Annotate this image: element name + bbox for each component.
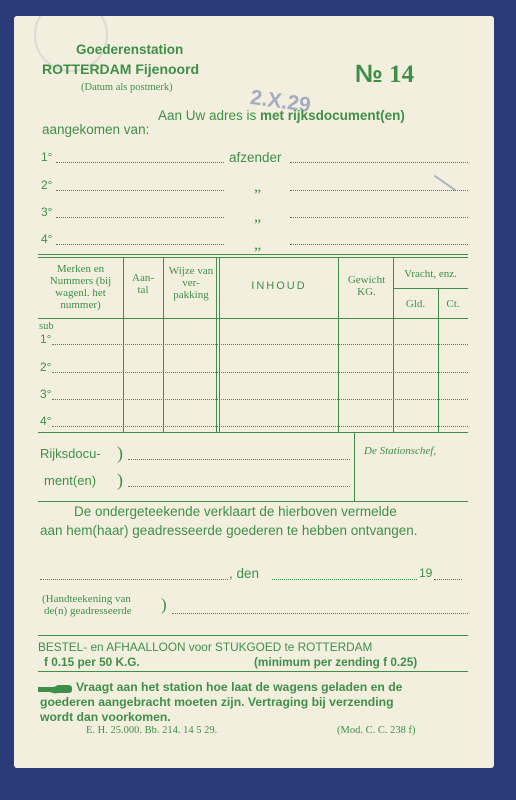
table-row-3-label: 3° bbox=[40, 387, 52, 401]
table-row-2-label: 2° bbox=[40, 360, 52, 374]
table-row-4-label: 4° bbox=[40, 414, 52, 428]
sender-row-4-line bbox=[56, 244, 224, 245]
notice-line-3: wordt dan voorkomen. bbox=[40, 710, 171, 724]
sender-row-3-label: 3° bbox=[41, 205, 53, 219]
sender-row-4-label: 4° bbox=[41, 232, 53, 246]
table-top-border bbox=[38, 254, 468, 255]
col-sep-2 bbox=[163, 258, 164, 432]
col-sep-4 bbox=[338, 258, 339, 432]
vracht-sub-border bbox=[393, 288, 468, 289]
col-header-aantal: Aan-tal bbox=[132, 272, 154, 296]
col-header-wijze: Wijze van ver-pakking bbox=[168, 265, 214, 301]
print-code: E. H. 25.000. Bb. 214. 14 5 29. bbox=[86, 725, 218, 736]
station-label: Goederenstation bbox=[76, 42, 184, 57]
col-header-merken: Merken en Nummers (bij wagenl. het nummer) bbox=[49, 263, 112, 311]
stationschef-border bbox=[354, 433, 355, 501]
postmark-stamp: 2.X.29 bbox=[248, 85, 313, 118]
rijks-label-1: Rijksdocu- bbox=[40, 446, 101, 461]
rijks-brace-bottom: ) bbox=[117, 470, 123, 490]
number-value: 14 bbox=[389, 61, 415, 88]
postcard bbox=[14, 16, 494, 768]
fees-rate: f 0.15 per 50 K.G. bbox=[44, 655, 140, 669]
model-code: (Mod. C. C. 238 f) bbox=[337, 725, 416, 736]
col-sep-3 bbox=[216, 258, 217, 432]
col-header-inhoud: INHOUD bbox=[251, 280, 307, 292]
table-bottom-border bbox=[38, 432, 468, 433]
col-sep-5 bbox=[393, 258, 394, 432]
year-line bbox=[434, 579, 462, 580]
signature-brace: ) bbox=[161, 595, 167, 614]
table-header-bottom bbox=[38, 318, 468, 319]
station-name: ROTTERDAM Fijenoord bbox=[42, 61, 200, 77]
sender-row-1-line bbox=[56, 162, 224, 163]
sender-row-2-label: 2° bbox=[41, 178, 53, 192]
afzender-label: afzender bbox=[229, 150, 282, 165]
card-number bbox=[355, 60, 414, 89]
col-sep-1 bbox=[123, 258, 124, 432]
sender-row-4-right-line bbox=[290, 244, 468, 245]
declaration-line-1: De ondergeteekende verklaart de hierboven vermelde bbox=[74, 504, 397, 519]
col-header-gewicht: Gewicht KG. bbox=[347, 274, 386, 298]
intro-line-1 bbox=[158, 108, 405, 123]
sender-row-2-right-line bbox=[290, 190, 468, 191]
ditto-mark-2: „ bbox=[254, 178, 262, 195]
sender-row-3-line bbox=[56, 217, 224, 218]
declaration-line-2: aan hem(haar) geadresseerde goederen te hebben ontvangen. bbox=[40, 523, 418, 538]
intro-line-2: aangekomen van: bbox=[42, 122, 150, 137]
signature-line bbox=[172, 613, 468, 614]
rijks-label-2: ment(en) bbox=[44, 473, 97, 488]
notice-line-1: Vraagt aan het station hoe laat de wagens geladen en de bbox=[76, 680, 403, 694]
col-header-ct: Ct. bbox=[446, 298, 460, 310]
table-sub-label: sub bbox=[39, 321, 54, 332]
fees-top-border bbox=[38, 635, 468, 636]
date-note: (Datum als postmerk) bbox=[81, 82, 173, 93]
fees-bottom-border bbox=[38, 671, 468, 672]
ditto-mark-4: „ bbox=[254, 236, 262, 253]
table-row-3-dots bbox=[52, 399, 468, 400]
rijks-line-1 bbox=[128, 459, 350, 460]
col-header-vracht: Vracht, enz. bbox=[404, 268, 457, 280]
stationschef-label: De Stationschef, bbox=[364, 445, 437, 457]
postmark-stroke bbox=[434, 175, 456, 192]
fees-minimum: (minimum per zending f 0.25) bbox=[254, 655, 418, 669]
number-sign: № bbox=[355, 60, 383, 88]
table-row-1-dots bbox=[52, 344, 468, 345]
signature-label-2: de(n) geadresseerde bbox=[44, 605, 132, 617]
intro-prefix: Aan Uw adres is bbox=[158, 108, 261, 123]
den-label: , den bbox=[229, 566, 260, 581]
table-row-1-label: 1° bbox=[40, 332, 52, 346]
notice-line-2: goederen aangebracht moeten zijn. Vertraging bij verzending bbox=[40, 695, 394, 709]
place-line bbox=[40, 579, 228, 580]
table-row-4-dots bbox=[52, 426, 468, 427]
table-row-2-dots bbox=[52, 372, 468, 373]
afzender-line bbox=[290, 162, 468, 163]
signature-label-1: (Handteekening van bbox=[42, 593, 131, 605]
fees-line-1: BESTEL- en AFHAALLOON voor STUKGOED te ROTTERDAM bbox=[38, 640, 373, 654]
ditto-mark-3: „ bbox=[254, 208, 262, 225]
intro-bold: met rijksdocument(en) bbox=[260, 108, 405, 123]
table-top-border-2 bbox=[38, 257, 468, 258]
rijks-bottom-border bbox=[38, 501, 468, 502]
sender-row-3-right-line bbox=[290, 217, 468, 218]
date-line bbox=[272, 579, 417, 580]
year-label: 19 bbox=[419, 566, 433, 580]
rijks-brace-top: ) bbox=[117, 443, 123, 463]
sender-row-1-label: 1° bbox=[41, 150, 53, 164]
rijks-line-2 bbox=[128, 486, 350, 487]
col-header-gld: Gld. bbox=[405, 298, 426, 310]
pointing-hand-icon bbox=[38, 684, 72, 695]
sender-row-2-line bbox=[56, 190, 224, 191]
